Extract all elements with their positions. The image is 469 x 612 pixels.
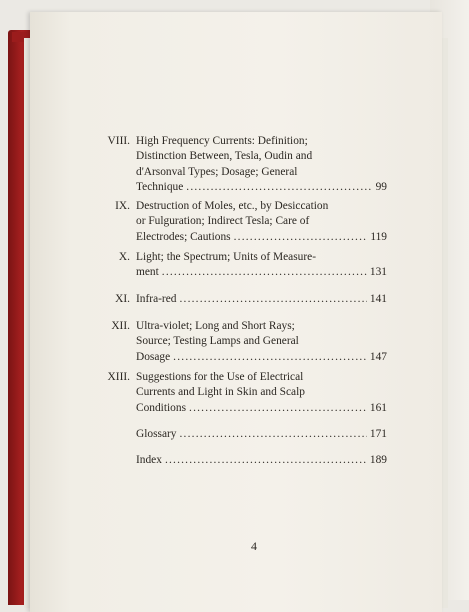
leader-dots — [186, 180, 372, 195]
leader-dots — [189, 401, 367, 416]
toc-entry-text: Currents and Light in Skin and Scalp — [136, 386, 305, 399]
toc-entry — [107, 370, 387, 416]
toc-chapter-numeral: X. — [118, 251, 130, 263]
toc-entry-text: Source; Testing Lamps and General — [136, 335, 299, 348]
toc-entry-text: Conditions — [136, 401, 187, 414]
toc-entry-text: d'Arsonval Types; Dosage; General — [136, 165, 298, 178]
toc-entry — [111, 319, 387, 365]
toc-entry-text: Index — [136, 454, 162, 466]
toc-entry-text: or Fulguration; Indirect Tesla; Care of — [136, 215, 310, 228]
toc-entry — [118, 250, 387, 281]
toc-chapter-numeral: XIII. — [107, 371, 130, 383]
toc-entry-text: Suggestions for the Use of Electrical — [136, 371, 304, 383]
toc-page-number: 171 — [369, 428, 387, 440]
toc-entry-text: Infra-red — [136, 293, 177, 305]
leader-dots — [165, 453, 367, 468]
toc-page-number: 147 — [369, 350, 387, 363]
leader-dots — [162, 265, 367, 280]
book-page — [30, 12, 442, 612]
toc-page-number: 141 — [369, 293, 387, 305]
toc-entry-text: Glossary — [136, 428, 177, 440]
toc-entry-text: Destruction of Moles, etc., by Desiccation — [136, 200, 329, 212]
toc-entry-text: Electrodes; Cautions — [136, 230, 231, 243]
page-number: 4 — [251, 539, 257, 553]
leader-dots — [179, 292, 366, 307]
toc-page-number: 189 — [369, 454, 387, 466]
toc-entry — [115, 292, 387, 307]
toc-entry — [136, 453, 387, 468]
toc-chapter-numeral: XI. — [115, 293, 130, 305]
leader-dots — [173, 350, 367, 365]
toc-entry-text: Distinction Between, Tesla, Oudin and — [136, 150, 313, 163]
toc-entry — [136, 427, 387, 442]
toc-entry-text: Ultra-violet; Long and Short Rays; — [136, 320, 295, 332]
leader-dots — [180, 427, 367, 442]
toc-entry-text: High Frequency Currents: Definition; — [136, 135, 308, 147]
toc-chapter-numeral: IX. — [115, 200, 130, 212]
toc-page-number: 119 — [370, 230, 387, 243]
toc-chapter-numeral: XII. — [111, 320, 130, 332]
toc-entry-text: Technique — [136, 181, 184, 194]
toc-entry-text: Light; the Spectrum; Units of Measure- — [136, 251, 316, 263]
toc-entry — [115, 199, 387, 245]
leader-dots — [234, 230, 368, 245]
toc-entry — [107, 134, 387, 196]
toc-page-number: 99 — [375, 181, 387, 194]
toc-chapter-numeral: VIII. — [107, 135, 130, 147]
toc-entry-text: ment — [136, 266, 159, 279]
toc-entry-text: Dosage — [136, 350, 171, 363]
toc-page-number: 131 — [369, 266, 387, 279]
toc-page-number: 161 — [369, 401, 387, 414]
